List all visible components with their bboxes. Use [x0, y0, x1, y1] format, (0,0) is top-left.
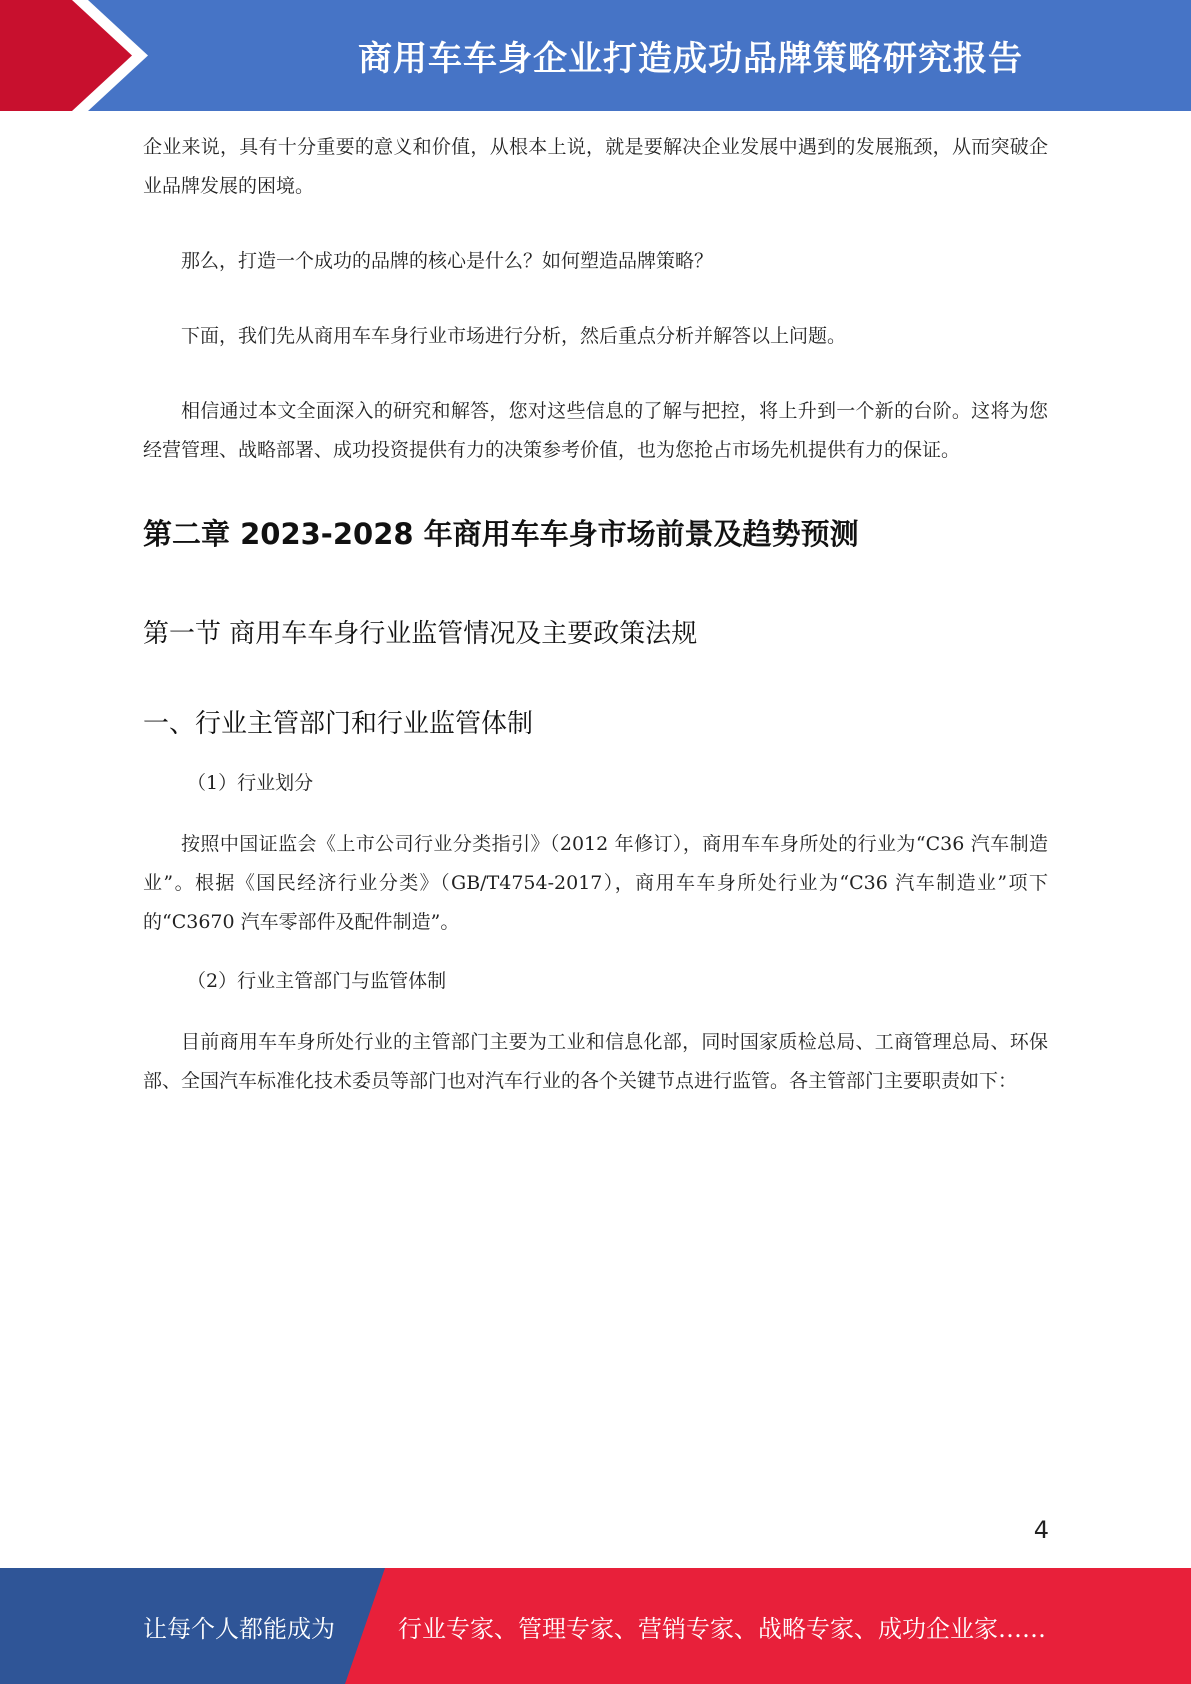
- section-title: 第一节 商用车车身行业监管情况及主要政策法规: [143, 619, 698, 649]
- paragraph-6: 目前商用车车身所处行业的主管部门主要为工业和信息化部，同时国家质检总局、工商管理总局、环保部、全国汽车标准化技术委员等部门也对汽车行业的各个关键节点进行监管。各主管部门主要职责如下：: [143, 1031, 1048, 1092]
- paragraph-5: 按照中国证监会《上市公司行业分类指引》（2012 年修订），商用车车身所处的行业为“C36 汽车制造业”。根据《国民经济行业分类》（GB/T4754-2017），商用车车身所处行业为“C36 汽车制造业”项下的“C3670 汽车零部件及配件制造”。: [143, 833, 1048, 933]
- paragraph-3: 下面，我们先从商用车车身行业市场进行分析，然后重点分析并解答以上问题。: [181, 325, 847, 347]
- paragraph-2: 那么，打造一个成功的品牌的核心是什么？如何塑造品牌策略？: [181, 250, 714, 272]
- item-industry-classification: （1）行业划分: [187, 772, 314, 794]
- footer-slogan-right: 行业专家、管理专家、营销专家、战略专家、成功企业家……: [398, 1614, 1046, 1643]
- page-content: [143, 128, 1048, 1101]
- paragraph-1: 企业来说，具有十分重要的意义和价值，从根本上说，就是要解决企业发展中遇到的发展瓶颈，从而突破企业品牌发展的困境。: [143, 136, 1048, 197]
- subsection-title: 一、行业主管部门和行业监管体制: [143, 709, 534, 739]
- item-regulatory-authority: （2）行业主管部门与监管体制: [187, 970, 447, 992]
- page-number: 4: [1033, 1516, 1049, 1544]
- footer-slogan-left: 让每个人都能成为: [143, 1614, 335, 1643]
- page-header: [0, 0, 1191, 111]
- report-title: 商用车车身企业打造成功品牌策略研究报告: [358, 39, 1023, 79]
- header-chevron-decoration: [0, 0, 160, 111]
- page-footer: [0, 1568, 1191, 1684]
- paragraph-4: 相信通过本文全面深入的研究和解答，您对这些信息的了解与把控，将上升到一个新的台阶。这将为您经营管理、战略部署、成功投资提供有力的决策参考价值，也为您抢占市场先机提供有力的保证。: [143, 400, 1048, 461]
- chapter-title: 第二章 2023-2028 年商用车车身市场前景及趋势预测: [143, 517, 859, 551]
